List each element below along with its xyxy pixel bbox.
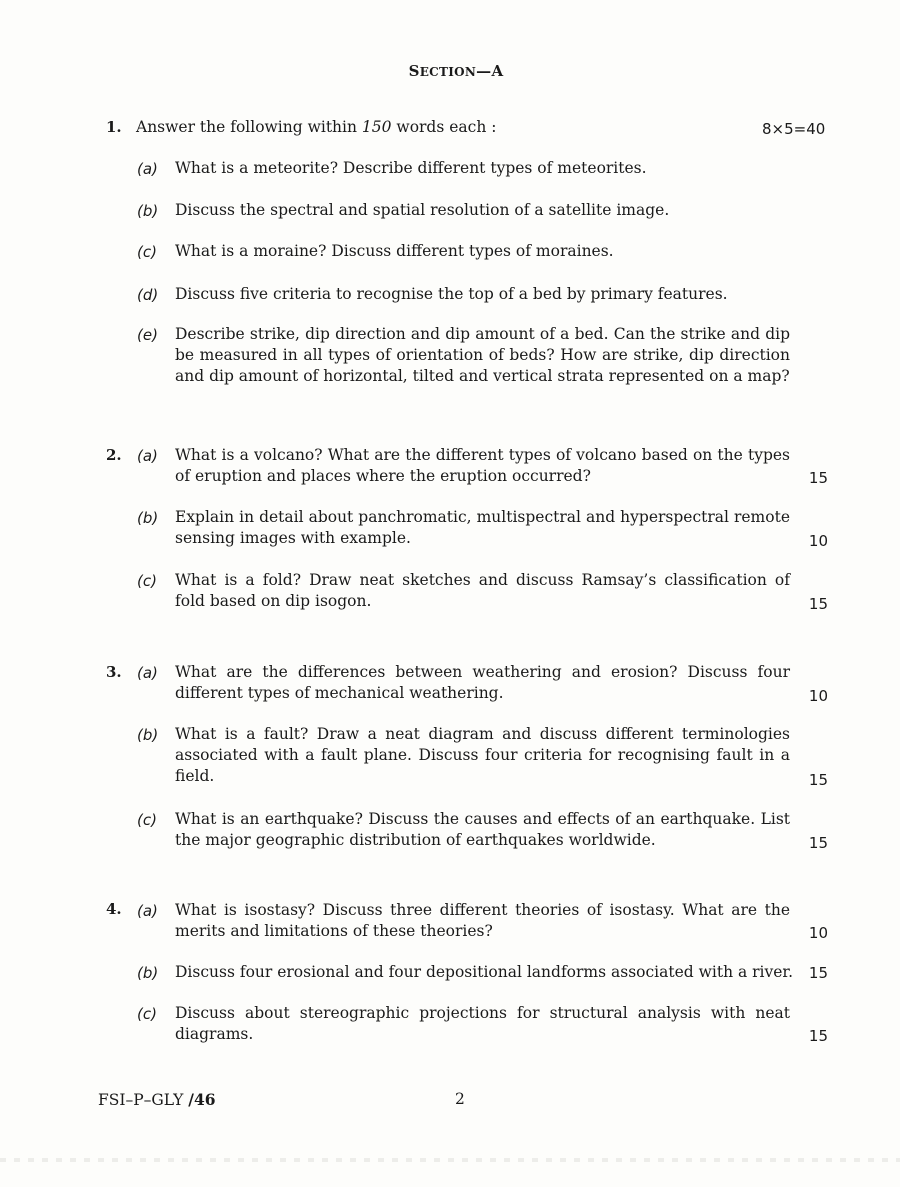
section-heading xyxy=(0,62,900,80)
question-number: 3. xyxy=(106,663,122,681)
section-heading-suffix: —A xyxy=(476,62,504,80)
part-letter: (c) xyxy=(137,243,157,261)
paper-code xyxy=(98,1090,216,1109)
part-marks: 10 xyxy=(808,532,828,550)
page-number: 2 xyxy=(455,1090,465,1108)
part-text: Discuss five criteria to recognise the top of a bed by primary features. xyxy=(175,285,728,303)
paper-code-number: /46 xyxy=(188,1090,216,1109)
section-heading-smallcaps: ECTION xyxy=(419,65,477,79)
part-marks: 10 xyxy=(808,924,828,942)
part-marks: 15 xyxy=(808,1027,828,1045)
part-letter: (b) xyxy=(137,202,159,220)
part-marks: 15 xyxy=(808,771,828,789)
stem-text: Answer the following within xyxy=(136,118,362,136)
part-letter: (d) xyxy=(137,286,159,304)
part-marks: 15 xyxy=(808,469,828,487)
part-marks: 10 xyxy=(808,687,828,705)
part-text: What is a moraine? Discuss different types of moraines. xyxy=(175,242,614,260)
question-stem xyxy=(136,118,496,136)
part-text: Discuss about stereographic projections for structural analysis with neat diagrams. xyxy=(175,1004,790,1043)
part-marks: 15 xyxy=(808,964,828,982)
part-letter: (b) xyxy=(137,509,159,527)
part-letter: (b) xyxy=(137,964,159,982)
part-letter: (a) xyxy=(137,160,158,178)
part-text: What is a meteorite? Describe different types of meteorites. xyxy=(175,159,647,177)
paper-code-text: FSI–P–GLY xyxy=(98,1091,189,1109)
question-number: 2. xyxy=(106,446,122,464)
scan-artifact xyxy=(0,1158,900,1162)
part-text: Discuss four erosional and four depositional landforms associated with a river. xyxy=(175,963,794,981)
section-heading-initial: S xyxy=(408,62,420,80)
question-number: 1. xyxy=(106,118,122,136)
question-number: 4. xyxy=(106,900,122,918)
question-marks: 8×5=40 xyxy=(762,120,826,138)
part-text: What is isostasy? Discuss three different theories of isostasy. What are the merits and limitations of these theories? xyxy=(175,901,790,940)
part-letter: (c) xyxy=(137,1005,157,1023)
part-letter: (c) xyxy=(137,811,157,829)
part-text: Explain in detail about panchromatic, multispectral and hyperspectral remote sensing images with example. xyxy=(175,508,790,547)
part-letter: (a) xyxy=(137,664,158,682)
part-letter: (a) xyxy=(137,902,158,920)
part-text: What is a fault? Draw a neat diagram and discuss different terminologies associated with a fault plane. Discuss four criteria for recognising fault in a field. xyxy=(175,725,790,785)
stem-text-end: words each : xyxy=(391,118,497,136)
part-letter: (c) xyxy=(137,572,157,590)
part-letter: (b) xyxy=(137,726,159,744)
part-letter: (e) xyxy=(137,326,158,344)
part-marks: 15 xyxy=(808,834,828,852)
part-text: What is a fold? Draw neat sketches and discuss Ramsay’s classification of fold based on dip isogon. xyxy=(175,571,790,610)
stem-word-limit: 150 xyxy=(361,118,392,136)
part-text: Describe strike, dip direction and dip amount of a bed. Can the strike and dip be measured in all types of orientation of beds? How are strike, dip direction and dip amount of horizontal, tilted and vertical strata represented on a map? xyxy=(175,325,790,385)
part-text: What is a volcano? What are the different types of volcano based on the types of eruption and places where the eruption occurred? xyxy=(175,446,790,485)
part-marks: 15 xyxy=(808,595,828,613)
part-letter: (a) xyxy=(137,447,158,465)
part-text: What are the differences between weathering and erosion? Discuss four different types of mechanical weathering. xyxy=(175,663,790,702)
part-text: Discuss the spectral and spatial resolution of a satellite image. xyxy=(175,201,670,219)
part-text: What is an earthquake? Discuss the causes and effects of an earthquake. List the major geographic distribution of earthquakes worldwide. xyxy=(175,810,790,849)
